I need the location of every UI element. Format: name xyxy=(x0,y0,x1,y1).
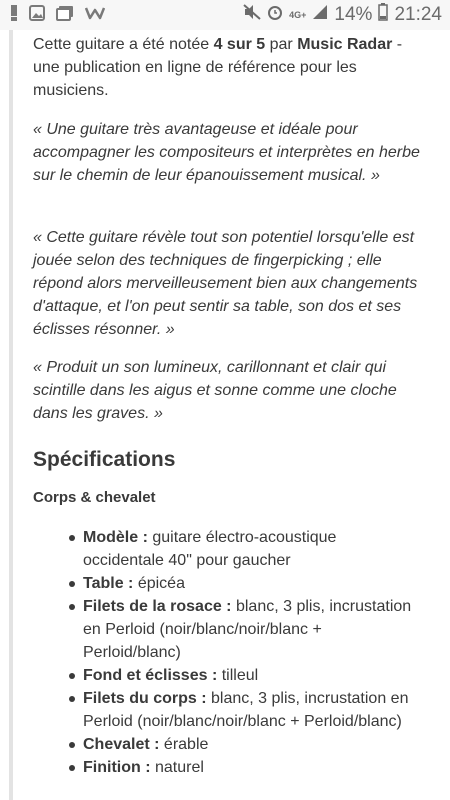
rating-source: Music Radar xyxy=(297,36,393,53)
spec-item: Finition : naturel xyxy=(83,756,413,779)
notification-icons xyxy=(0,5,105,26)
spec-item: Table : épicéa xyxy=(83,572,413,595)
spec-item: Modèle : guitare électro-acoustique occidentale 40" pour gaucher xyxy=(83,526,413,572)
spec-item: Filets du corps : blanc, 3 plis, incrustation en Perloid (noir/blanc/noir/blanc + Perloid/blanc) xyxy=(83,687,413,733)
rating-value: 4 sur 5 xyxy=(213,36,266,53)
spec-heading: Spécifications xyxy=(33,448,176,471)
spec-item: Chevalet : érable xyxy=(83,733,413,756)
mute-icon xyxy=(243,4,261,26)
article-content xyxy=(0,30,450,800)
image-icon xyxy=(29,5,45,26)
app-w-icon xyxy=(85,6,105,25)
signal-icon xyxy=(312,4,328,26)
spec-subheading: Corps & chevalet xyxy=(33,489,156,506)
alert-icon xyxy=(10,5,18,26)
battery-icon xyxy=(378,3,388,27)
system-icons xyxy=(243,3,450,27)
rating-paragraph: Cette guitare a été notée 4 sur 5 par Music Radar - une publication en ligne de référence pour les musiciens. xyxy=(33,36,403,99)
review-quote: « Produit un son lumineux, carillonnant et clair qui scintille dans les aigus et sonne comme une cloche dans les graves. » xyxy=(33,359,397,422)
review-quote: « Cette guitare révèle tout son potentiel lorsqu'elle est jouée selon des techniques de fingerpicking ; elle répond alors merveilleusement bien aux changements d'attaque, et l'on peut sentir sa table, son dos et ses éclisses résonner. » xyxy=(33,229,418,338)
review-quote: « Une guitare très avantageuse et idéale pour accompagner les compositeurs et interprètes en herbe sur le chemin de leur épanouissement musical. » xyxy=(33,121,420,184)
status-bar xyxy=(0,0,450,30)
gallery-icon xyxy=(56,5,74,26)
content-rule xyxy=(9,30,13,800)
alarm-icon xyxy=(267,4,283,26)
network-type-icon: 4G+ xyxy=(289,10,307,20)
spec-list xyxy=(33,526,413,779)
spec-item: Fond et éclisses : tilleul xyxy=(83,664,413,687)
clock: 21:24 xyxy=(394,4,442,25)
spec-item: Filets de la rosace : blanc, 3 plis, incrustation en Perloid (noir/blanc/noir/blanc + Perloid/blanc) xyxy=(83,595,413,664)
battery-percent: 14% xyxy=(334,4,373,25)
